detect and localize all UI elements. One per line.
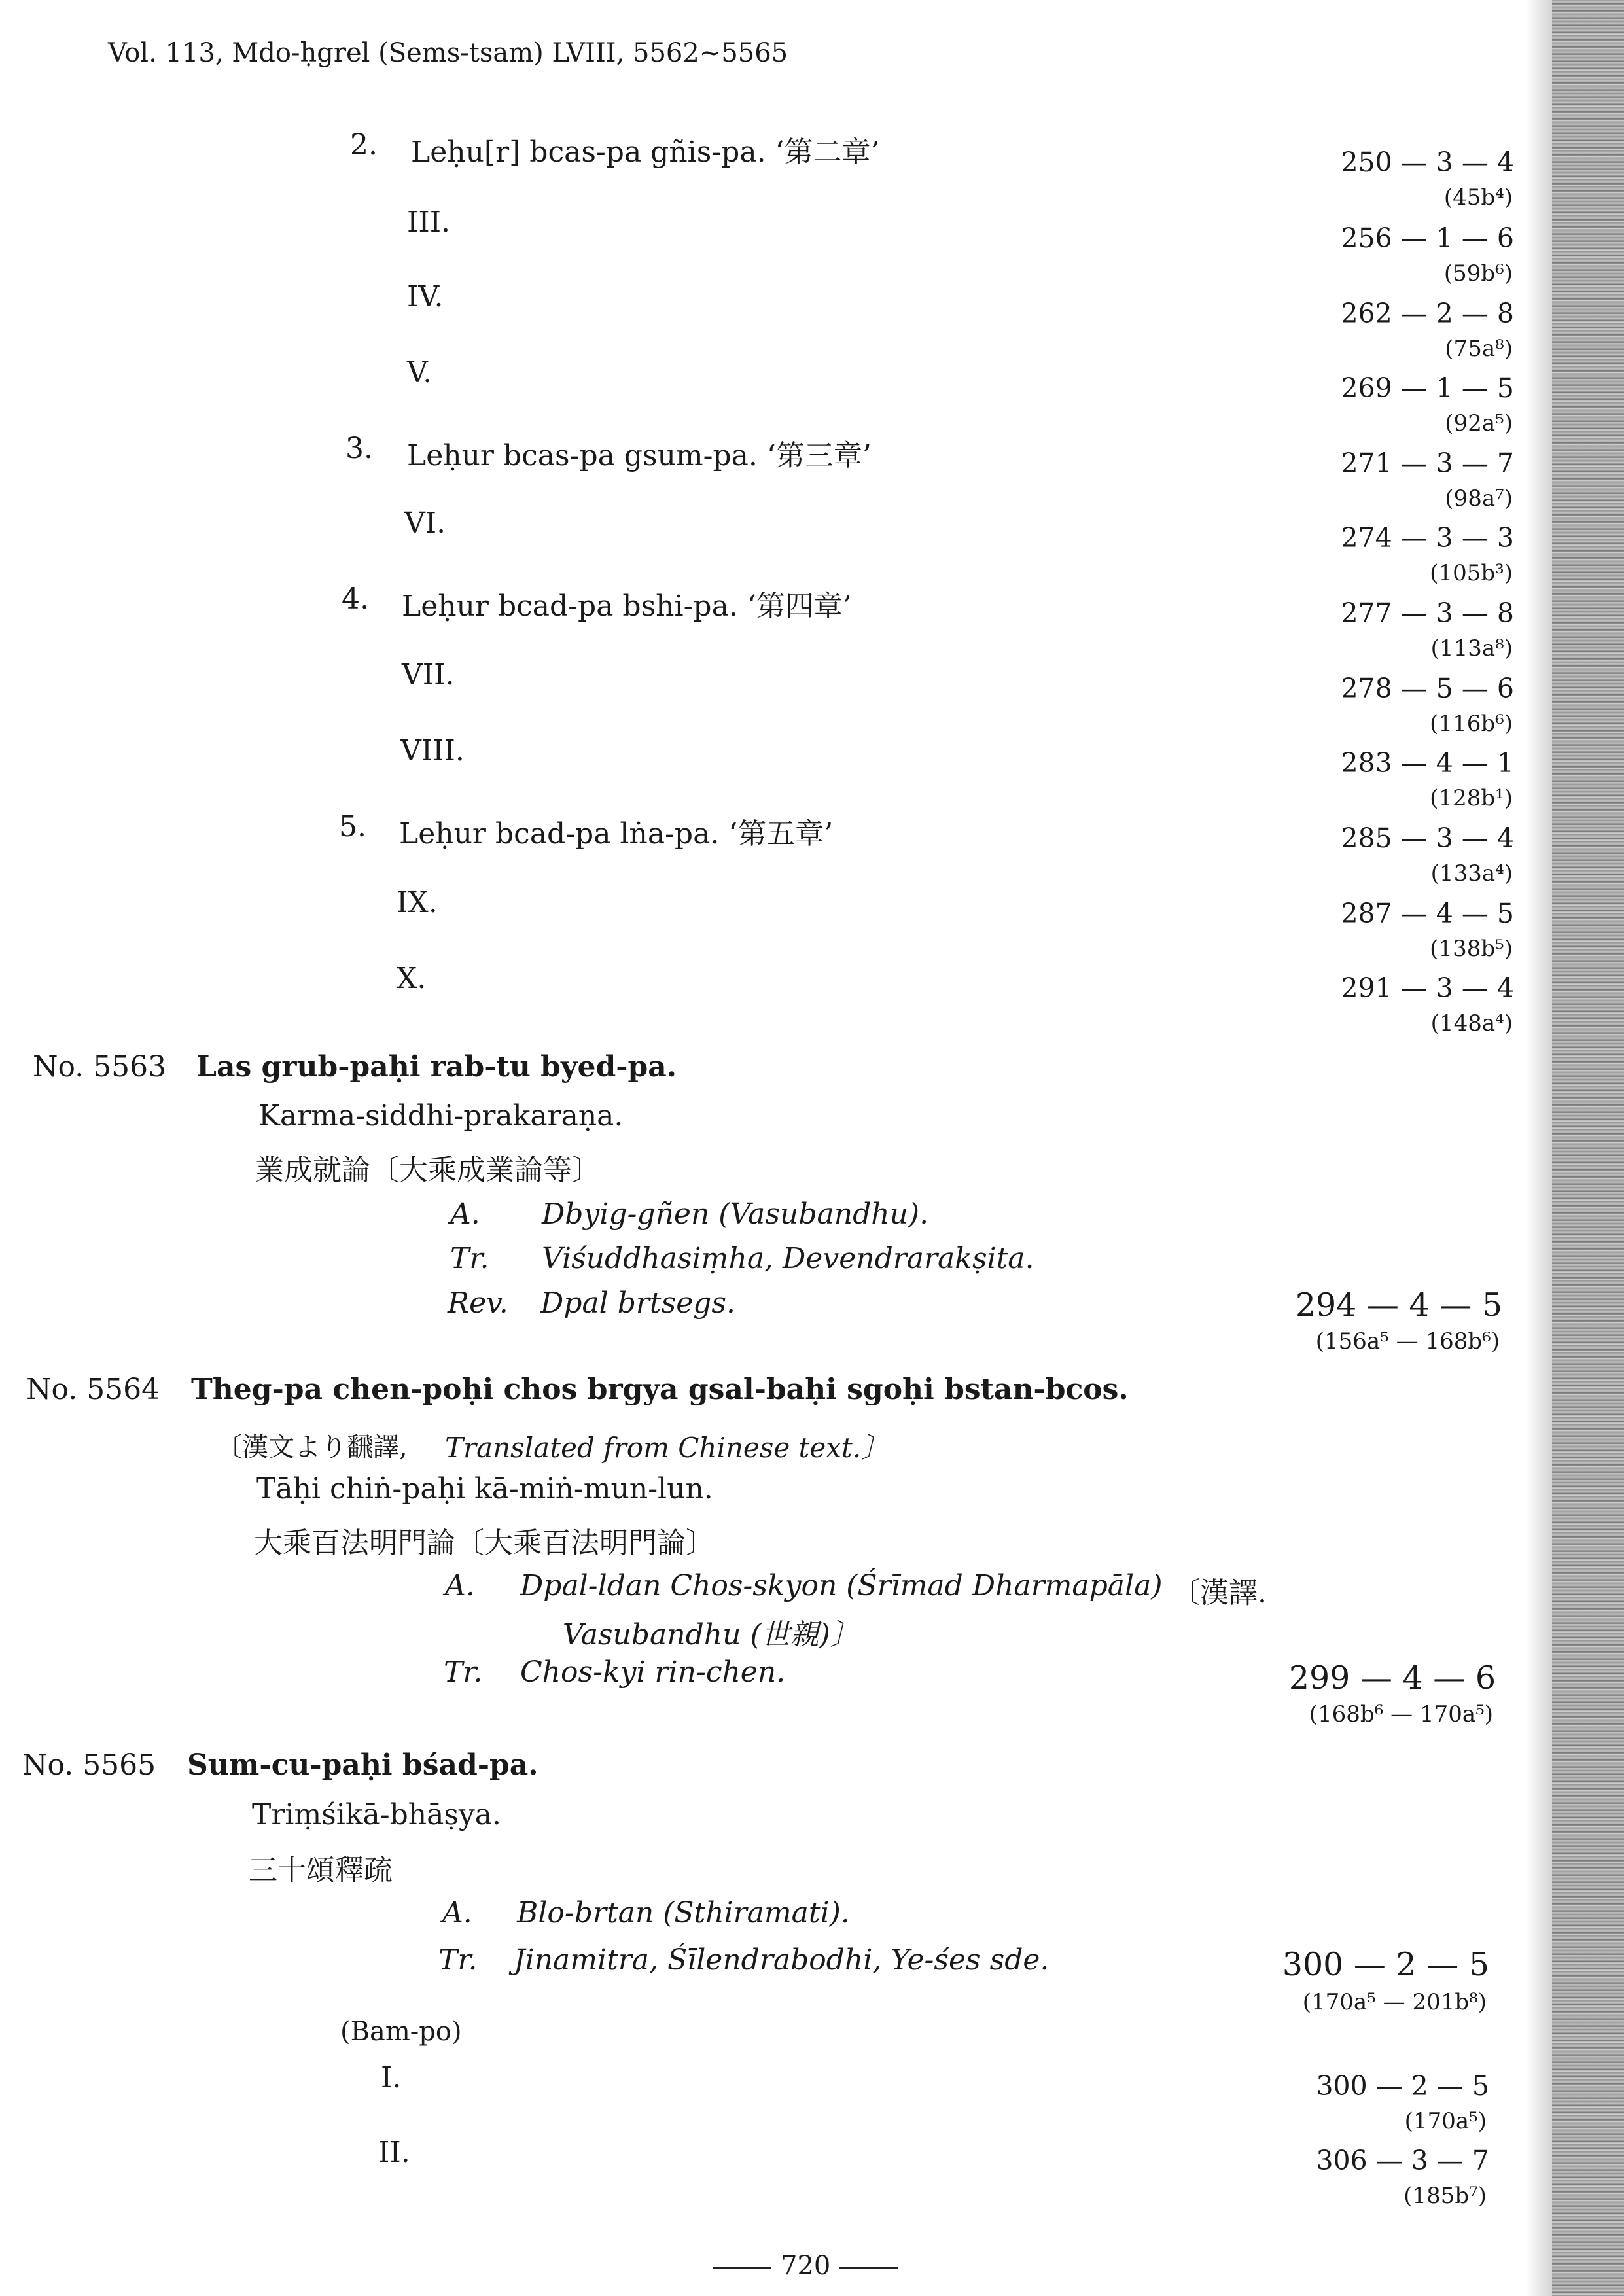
chapter-text: IX. [397,886,438,919]
entry-ref-sub: (156a⁵ — 168b⁶) [1315,1328,1500,1354]
entry-sanskrit: Karma-siddhi-prakaraṇa. [258,1099,624,1133]
entry-title: Las grub-paḥi rab-tu byed-pa. [196,1050,677,1084]
entry-ref-sub: (168b⁶ — 170a⁵) [1309,1701,1493,1727]
entry-ref-sub: (170a⁵ — 201b⁸) [1302,1989,1487,2015]
entry-sanskrit: Triṃśikā-bhāṣya. [252,1798,501,1831]
translator-text: Chos-kyi rin-chen. [520,1655,786,1689]
chapter-sub: (59b⁶) [1443,260,1513,287]
chapter-text: Leḥur bcad-pa lṅa-pa. ‘第五章’ [399,817,834,851]
entry-number: No. 5565 [22,1748,156,1782]
chapter-ref: 287 — 4 — 5 [1341,898,1514,929]
chapter-ref: 256 — 1 — 6 [1341,222,1514,254]
page-number-value: 720 [781,2251,831,2281]
translation-note-jp: 〔漢文より飜譯, [216,1432,408,1462]
chapter-sub: (116b⁶) [1430,711,1513,737]
chapter-text: VII. [402,658,455,692]
entry-chinese: 三十頌釋疏 [249,1854,393,1887]
author-label: A. [450,1197,480,1231]
page-edge-scan-noise [1552,0,1624,2296]
chapter-label: 2. [350,128,378,162]
reviser-text: Dpal brtsegs. [540,1286,735,1320]
page-number [703,2251,908,2281]
chapter-text: V. [407,356,432,389]
entry-title: Sum-cu-paḥi bśad-pa. [187,1748,538,1782]
author-text: Dbyig-gñen (Vasubandhu). [542,1197,929,1231]
chapter-text: Leḥu[r] bcas-pa gñis-pa. ‘第二章’ [411,135,880,169]
chapter-sub: (148a⁴) [1430,1010,1513,1036]
chapter-text: Leḥur bcas-pa gsum-pa. ‘第三章’ [407,439,872,472]
chapter-text: Leḥur bcad-pa bshi-pa. ‘第四章’ [402,590,852,623]
chapter-sub: (92a⁵) [1445,410,1513,436]
translator-label: Tr. [444,1655,483,1689]
chapter-text: VI. [404,506,446,540]
chapter-sub: (75a⁸) [1445,336,1513,362]
translator-label: Tr. [450,1242,489,1275]
chapter-sub: (133a⁴) [1430,860,1513,887]
entry-chinese: 大乘百法明門論〔大乘百法明門論〕 [254,1527,715,1560]
translator-text: Viśuddhasiṃha, Devendrarakṣita. [542,1242,1034,1275]
chapter-text: VIII. [400,734,465,768]
entry-number: No. 5563 [33,1050,167,1084]
chapter-ref: 285 — 3 — 4 [1341,822,1514,854]
bampo-part-sub: (170a⁵) [1404,2108,1487,2134]
chapter-ref: 278 — 5 — 6 [1341,673,1514,704]
bampo-part-sub: (185b⁷) [1403,2183,1487,2209]
entry-title: Theg-pa chen-poḥi chos brgya gsal-baḥi sgoḥi bstan-bcos. [191,1373,1129,1406]
bampo-part-label: I. [381,2061,402,2094]
chapter-sub: (105b³) [1430,560,1513,586]
chapter-ref: 283 — 4 — 1 [1341,747,1514,779]
entry-chinese: 業成就論〔大乘成業論等〕 [255,1154,601,1187]
author-label: A. [445,1569,475,1602]
chapter-ref: 274 — 3 — 3 [1341,522,1514,554]
author-text-continued: Vasubandhu (世親)〕 [563,1618,859,1651]
page-edge-shadow [1526,0,1552,2296]
chapter-sub: (138b⁵) [1430,936,1513,962]
bampo-heading: (Bam-po) [340,2017,462,2047]
chapter-ref: 269 — 1 — 5 [1341,372,1514,404]
chapter-ref: 271 — 3 — 7 [1341,448,1514,479]
chapter-sub: (98a⁷) [1445,486,1513,512]
chapter-text: IV. [407,280,444,313]
author-label: A. [442,1896,472,1930]
translator-label: Tr. [438,1943,478,1977]
chapter-ref: 262 — 2 — 8 [1341,298,1514,329]
chapter-ref: 291 — 3 — 4 [1341,972,1514,1004]
entry-romanized: Tāḥi chiṅ-paḥi kā-miṅ-mun-lun. [256,1472,713,1506]
bampo-part-ref: 300 — 2 — 5 [1316,2070,1489,2102]
chapter-text: X. [397,962,427,995]
bampo-part-label: II. [378,2136,410,2169]
reviser-label: Rev. [448,1286,508,1320]
entry-number: No. 5564 [26,1373,160,1406]
chapter-sub: (128b¹) [1430,785,1513,811]
chapter-ref: 277 — 3 — 8 [1341,597,1514,629]
chapter-label: 4. [342,582,369,616]
chapter-sub: (45b⁴) [1443,185,1513,211]
chapter-label: 3. [345,432,373,465]
chapter-label: 5. [339,810,366,843]
entry-ref: 299 — 4 — 6 [1288,1659,1496,1697]
bampo-part-ref: 306 — 3 — 7 [1316,2145,1489,2176]
author-note: 〔漢譯. [1171,1576,1267,1610]
page-number-dash-right [839,2267,898,2269]
translation-note-en: Translated from Chinese text.〕 [445,1432,889,1464]
running-header: Vol. 113, Mdo-ḥgrel (Sems-tsam) LVIII, 5562∼5565 [108,38,788,68]
author-text: Blo-brtan (Sthiramati). [517,1896,850,1930]
chapter-ref: 250 — 3 — 4 [1341,147,1514,178]
chapter-sub: (113a⁸) [1430,635,1513,662]
entry-ref: 300 — 2 — 5 [1282,1946,1489,1983]
translator-text: Jinamitra, Śīlendrabodhi, Ye-śes sde. [514,1943,1050,1977]
page-number-dash-left [713,2267,771,2269]
entry-ref: 294 — 4 — 5 [1295,1286,1502,1324]
chapter-text: III. [407,205,451,239]
author-text: Dpal-ldan Chos-skyon (Śrīmad Dharmapāla) [520,1569,1163,1602]
